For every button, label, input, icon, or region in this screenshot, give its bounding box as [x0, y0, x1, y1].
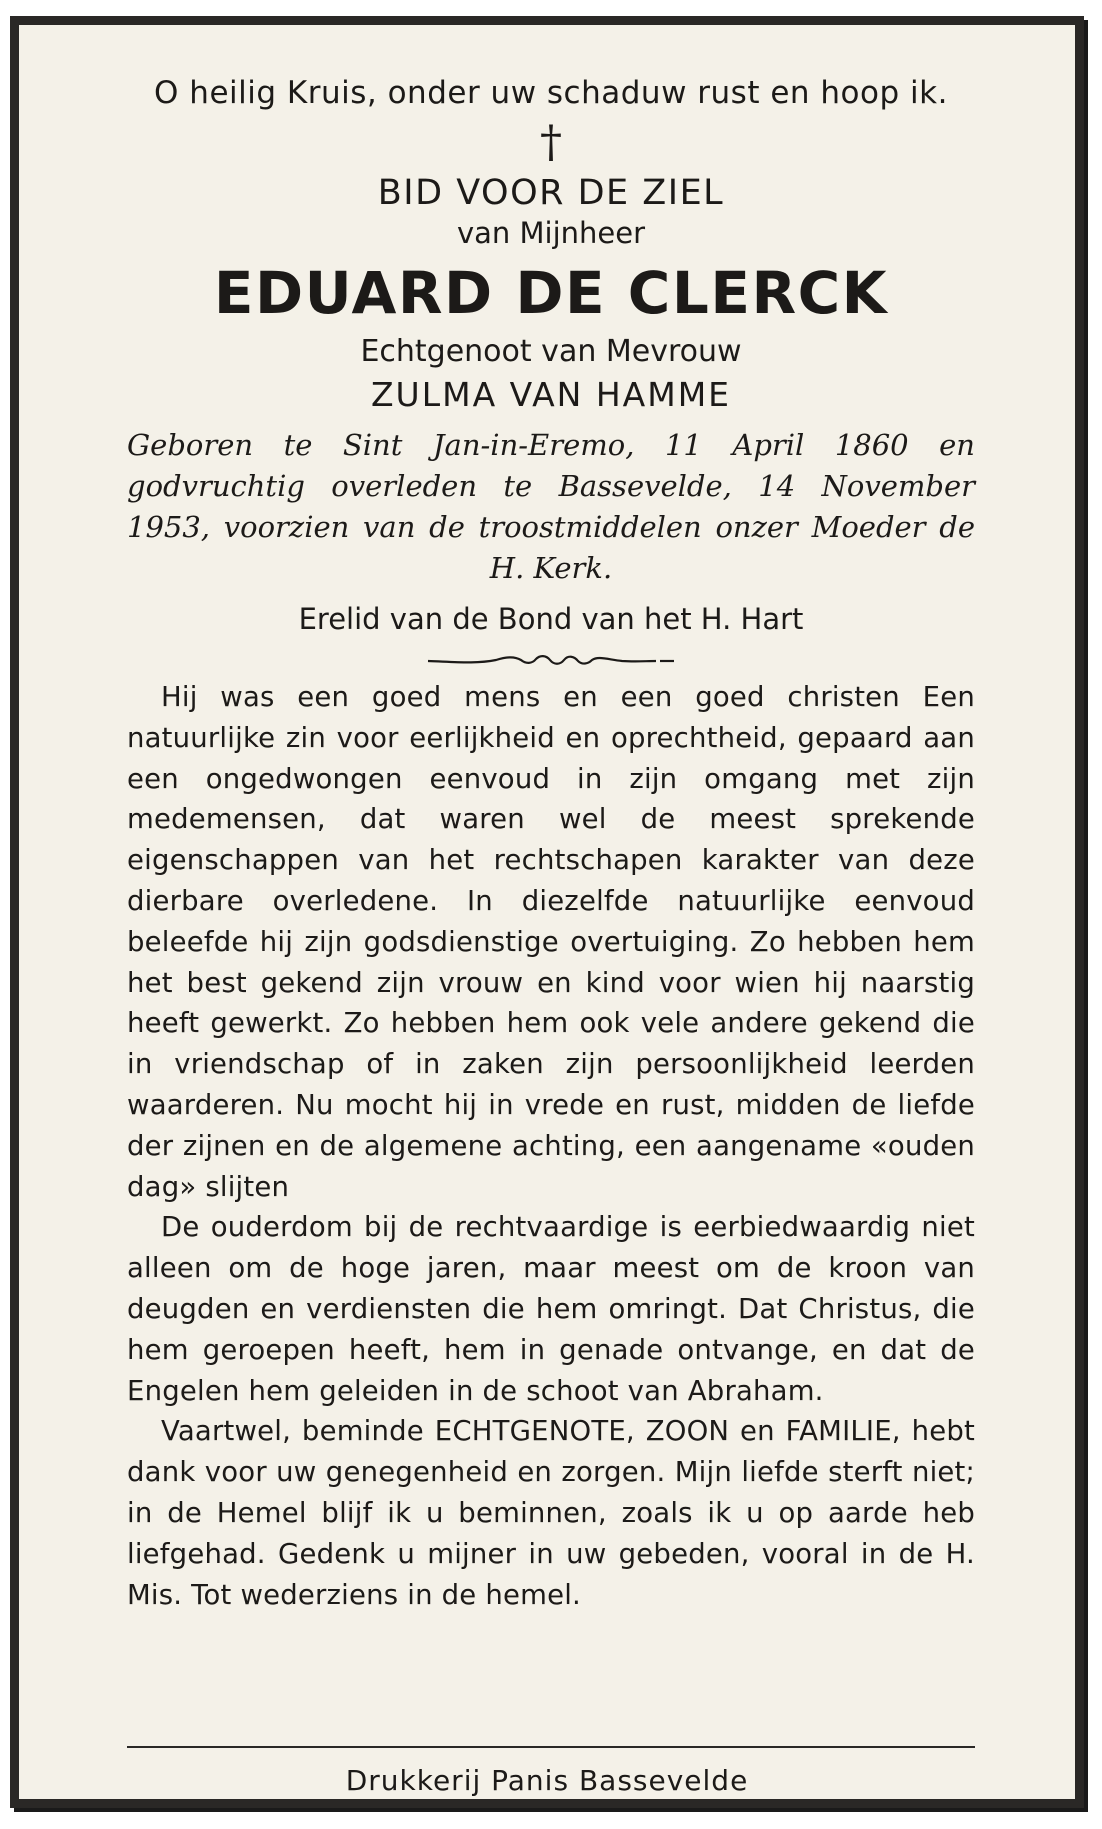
- salutation: van Mijnheer: [456, 216, 646, 250]
- eulogy-paragraph: Hij was een goed mens en een goed christen Een natuurlijke zin voor eerlijkheid en oprechtheid, gepaard aan een ongedwongen eenvoud in zijn omgang met zijn medemensen, dat waren wel de meest sprekende eigenschappen van het rechtschapen karakter van deze dierbare overledene. In diezelfde natuurlijke eenvoud beleefde hij zijn godsdienstige overtuiging. Zo hebben hem het best gekend zijn vrouw en kind voor wien hij naarstig heeft gewerkt. Zo hebben hem ook vele andere gekend die in vriendschap of in zaken zijn persoonlijkheid leerden waarderen. Nu mocht hij in vrede en rust, midden de liefde der zijnen en de algemene achting, een aangename «ouden dag» slijten: [127, 681, 975, 1203]
- footer-divider: [127, 1746, 975, 1748]
- eulogy-paragraph: Vaartwel, beminde ECHTGENOTE, ZOON en FAMILIE, hebt dank voor uw genegenheid en zorgen. Mijn liefde sterft niet; in de Hemel blijf ik u beminnen, zoals ik u op aarde heb liefgehad. Gedenk u mijner in uw gebeden, vooral in de H. Mis. Tot wederziens in de hemel.: [127, 1415, 975, 1611]
- membership: Erelid van de Bond van het H. Hart: [298, 602, 804, 636]
- spouse-intro: Echtgenoot van Mevrouw: [360, 334, 742, 369]
- biography: Geboren te Sint Jan-in-Eremo, 11 April 1860 en godvruchtig overleden te Bassevelde, 14 November 1953, voorzien van de troostmiddelen onzer Moeder de H. Kerk.: [127, 428, 975, 585]
- motto: O heilig Kruis, onder uw schaduw rust en hoop ik.: [154, 75, 948, 111]
- deceased-name: EDUARD DE CLERCK: [213, 259, 889, 327]
- eulogy-paragraph: De ouderdom bij de rechtvaardige is eerbiedwaardig niet alleen om de hoge jaren, maar meest om de kroon van deugden en verdiensten die hem omringt. Dat Christus, die hem geroepen heeft, hem in genade ontvange, en dat de Engelen hem geleiden in de schoot van Abraham.: [127, 1211, 975, 1407]
- invocation-heading: BID VOOR DE ZIEL: [377, 173, 725, 213]
- printer-credit: Drukkerij Panis Bassevelde: [345, 1764, 749, 1797]
- memorial-card: [10, 16, 1084, 1808]
- spouse-name: ZULMA VAN HAMME: [370, 375, 732, 414]
- ornament-divider-icon: [426, 651, 676, 671]
- eulogy: [127, 677, 975, 1615]
- card-content: [19, 25, 1075, 1799]
- cross-icon: †: [540, 117, 562, 168]
